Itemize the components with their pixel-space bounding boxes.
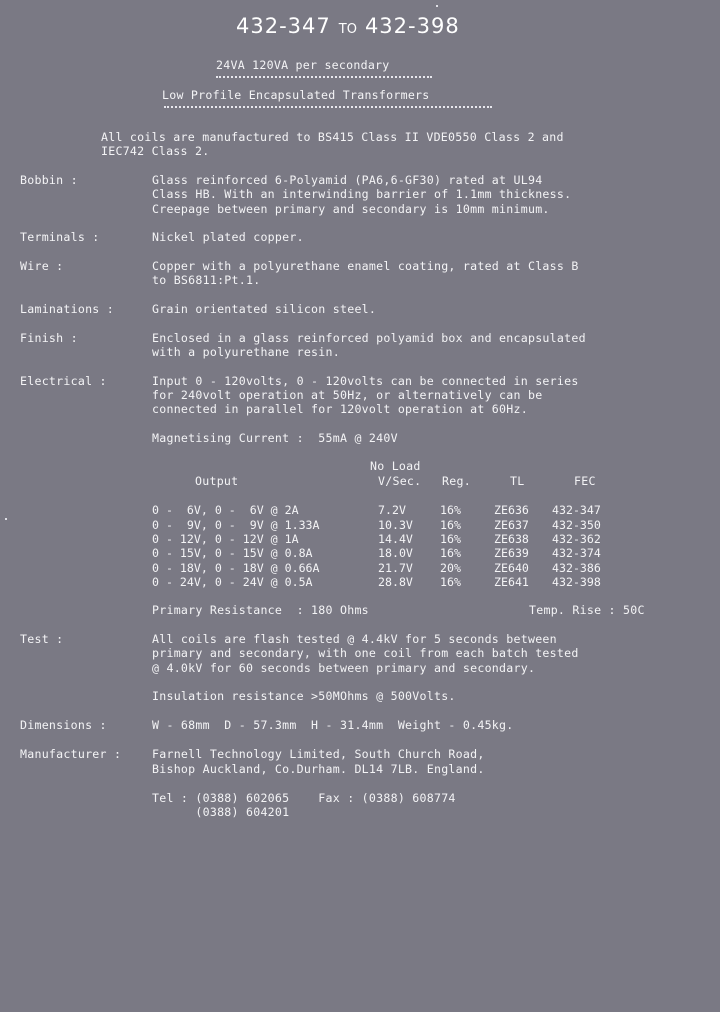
table-row: [152, 546, 622, 560]
page-title: [236, 14, 460, 38]
cell-output: 0 - 24V, 0 - 24V @ 0.5A: [152, 575, 313, 590]
subheading: Low Profile Encapsulated Transformers: [162, 88, 430, 102]
bobbin-line-1: Glass reinforced 6-Polyamid (PA6,6-GF30) rated at UL94: [152, 173, 543, 187]
cell-fec: 432-347: [552, 503, 601, 518]
cell-tl: ZE641: [494, 575, 529, 590]
table-header-no-load: No Load: [370, 459, 421, 473]
cell-output: 0 - 6V, 0 - 6V @ 2A: [152, 503, 299, 518]
table-header-vsec: V/Sec.: [378, 474, 422, 488]
bobbin-label: Bobbin :: [20, 173, 78, 187]
primary-resistance: Primary Resistance : 180 Ohms: [152, 603, 369, 617]
wire-line-2: to BS6811:Pt.1.: [152, 273, 261, 287]
dimensions-label: Dimensions :: [20, 718, 107, 732]
table-header-tl: TL: [510, 474, 525, 488]
test-label: Test :: [20, 632, 64, 646]
cell-output: 0 - 12V, 0 - 12V @ 1A: [152, 531, 299, 546]
cell-tl: ZE637: [494, 517, 529, 532]
telephone-fax: Tel : (0388) 602065 Fax : (0388) 608774: [152, 791, 456, 805]
subtitle-underline: [216, 76, 432, 78]
title-start: 432-347: [236, 14, 331, 38]
cell-fec: 432-362: [552, 531, 601, 546]
terminals-line-1: Nickel plated copper.: [152, 230, 304, 244]
finish-label: Finish :: [20, 331, 78, 345]
cell-reg: 16%: [440, 575, 461, 590]
cell-vsec: 28.8V: [378, 575, 413, 590]
cell-fec: 432-398: [552, 575, 601, 590]
finish-line-1: Enclosed in a glass reinforced polyamid box and encapsulated: [152, 331, 586, 345]
cell-output: 0 - 18V, 0 - 18V @ 0.66A: [152, 560, 320, 575]
table-row: [152, 575, 622, 589]
terminals-label: Terminals :: [20, 230, 100, 244]
cell-tl: ZE636: [494, 503, 529, 518]
intro-line-2: IEC742 Class 2.: [101, 144, 210, 158]
wire-line-1: Copper with a polyurethane enamel coating, rated at Class B: [152, 259, 579, 273]
table-row: [152, 532, 622, 546]
subheading-underline: [164, 106, 492, 108]
speck: [436, 5, 438, 7]
speck: [5, 518, 7, 520]
finish-line-2: with a polyurethane resin.: [152, 345, 340, 359]
dimensions-value: W - 68mm D - 57.3mm H - 31.4mm Weight - 0.45kg.: [152, 718, 514, 732]
table-row: [152, 517, 622, 531]
cell-reg: 16%: [440, 531, 461, 546]
laminations-line-1: Grain orientated silicon steel.: [152, 302, 377, 316]
manufacturer-line-2: Bishop Auckland, Co.Durham. DL14 7LB. England.: [152, 762, 485, 776]
table-row: [152, 561, 622, 575]
electrical-label: Electrical :: [20, 374, 107, 388]
cell-vsec: 14.4V: [378, 531, 413, 546]
electrical-line-2: for 240volt operation at 50Hz, or alternatively can be: [152, 388, 543, 402]
cell-tl: ZE639: [494, 546, 529, 561]
cell-reg: 16%: [440, 517, 461, 532]
insulation-resistance: Insulation resistance >50MOhms @ 500Volts.: [152, 689, 456, 703]
magnetising-current: Magnetising Current : 55mA @ 240V: [152, 431, 398, 445]
title-end: 432-398: [364, 14, 460, 38]
electrical-line-1: Input 0 - 120volts, 0 - 120volts can be connected in series: [152, 374, 579, 388]
spec-table: [152, 503, 622, 589]
cell-tl: ZE640: [494, 560, 529, 575]
test-line-3: @ 4.0kV for 60 seconds between primary and secondary.: [152, 661, 536, 675]
table-header-output: Output: [195, 474, 239, 488]
manufacturer-line-1: Farnell Technology Limited, South Church Road,: [152, 747, 485, 761]
bobbin-line-3: Creepage between primary and secondary is 10mm minimum.: [152, 202, 550, 216]
table-row: [152, 503, 622, 517]
laminations-label: Laminations :: [20, 302, 114, 316]
title-to: TO: [338, 22, 357, 37]
cell-vsec: 21.7V: [378, 560, 413, 575]
cell-output: 0 - 15V, 0 - 15V @ 0.8A: [152, 546, 313, 561]
cell-output: 0 - 9V, 0 - 9V @ 1.33A: [152, 517, 320, 532]
cell-fec: 432-386: [552, 560, 601, 575]
subtitle: 24VA 120VA per secondary: [216, 58, 390, 72]
cell-reg: 16%: [440, 546, 461, 561]
cell-fec: 432-374: [552, 546, 601, 561]
table-header-fec: FEC: [574, 474, 596, 488]
test-line-2: primary and secondary, with one coil from each batch tested: [152, 646, 579, 660]
electrical-line-3: connected in parallel for 120volt operation at 60Hz.: [152, 402, 528, 416]
cell-vsec: 18.0V: [378, 546, 413, 561]
cell-tl: ZE638: [494, 531, 529, 546]
cell-reg: 20%: [440, 560, 461, 575]
cell-reg: 16%: [440, 503, 461, 518]
manufacturer-label: Manufacturer :: [20, 747, 122, 761]
intro-line-1: All coils are manufactured to BS415 Class II VDE0550 Class 2 and: [101, 130, 564, 144]
bobbin-line-2: Class HB. With an interwinding barrier of 1.1mm thickness.: [152, 187, 572, 201]
telephone-2: (0388) 604201: [152, 805, 290, 819]
cell-vsec: 10.3V: [378, 517, 413, 532]
cell-vsec: 7.2V: [378, 503, 406, 518]
cell-fec: 432-350: [552, 517, 601, 532]
temp-rise: Temp. Rise : 50C: [529, 603, 645, 617]
table-header-reg: Reg.: [442, 474, 471, 488]
wire-label: Wire :: [20, 259, 64, 273]
test-line-1: All coils are flash tested @ 4.4kV for 5 seconds between: [152, 632, 557, 646]
